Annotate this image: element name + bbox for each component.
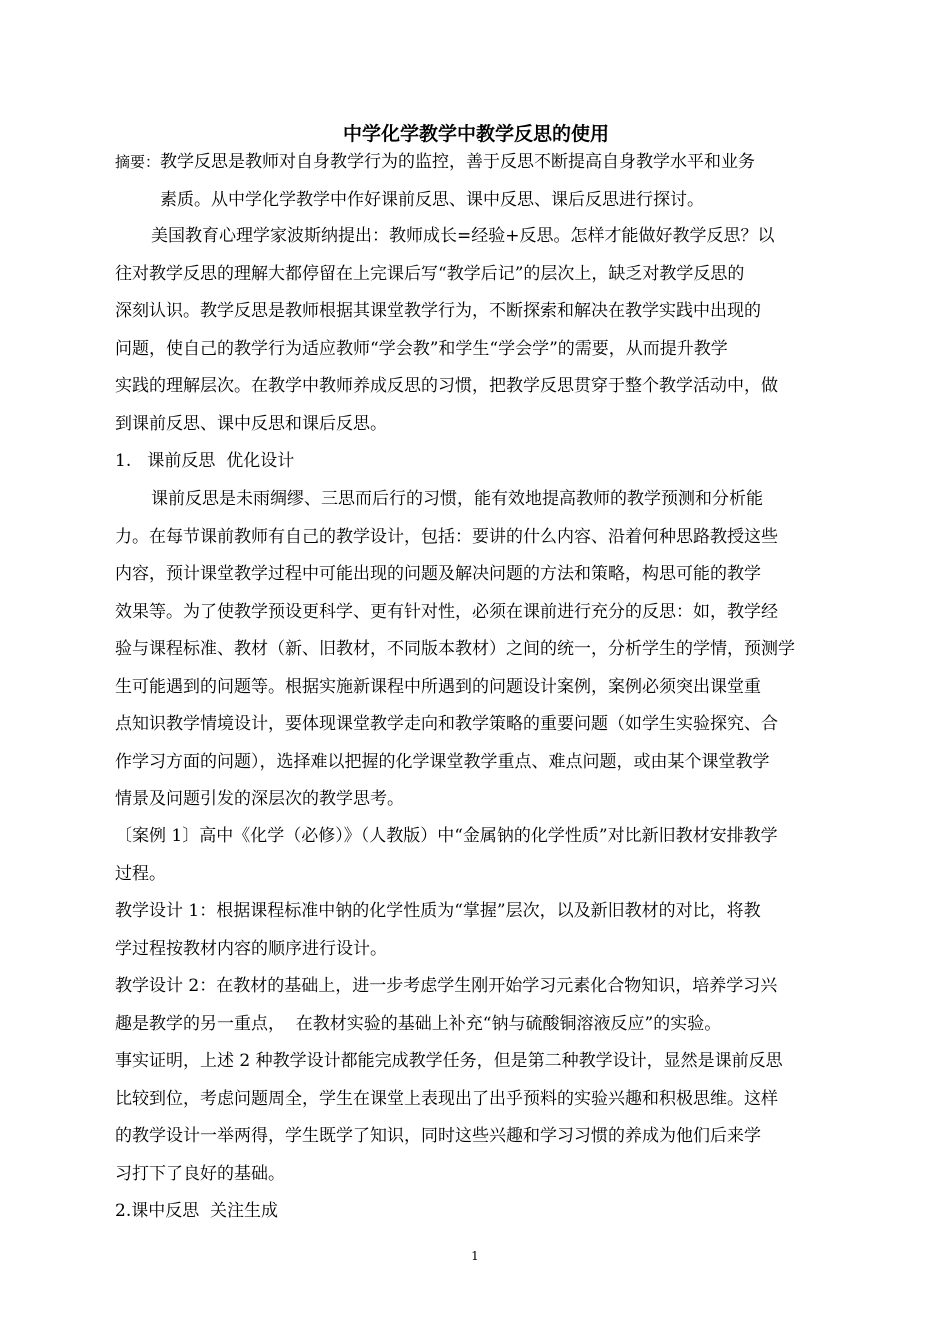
paragraph-line: 学过程按教材内容的顺序进行设计。	[115, 938, 387, 959]
paragraph-line: 习打下了良好的基础。	[115, 1163, 285, 1184]
paragraph-line: 美国教育心理学家波斯纳提出：教师成长=经验+反思。怎样才能做好教学反思？以	[151, 226, 775, 246]
paragraph-line: 力。在每节课前教师有自己的教学设计，包括：要讲的什么内容、沿着何种思路教授这些	[115, 526, 778, 547]
paragraph-line: 实践的理解层次。在教学中教师养成反思的习惯，把教学反思贯穿于整个教学活动中，做	[115, 376, 778, 396]
section-heading-text: 1. 课前反思 优化设计	[115, 451, 295, 471]
paragraph-line: 过程。	[115, 863, 166, 884]
abstract-text: 教学反思是教师对自身教学行为的监控，善于反思不断提高自身教学水平和业务	[160, 152, 756, 172]
paragraph-line: 趣是教学的另一重点， 在教材实验的基础上补充“钠与硫酸铜溶液反应”的实验。	[115, 1013, 722, 1034]
teaching-design-2	[115, 968, 837, 1043]
section1-paragraph	[115, 481, 837, 819]
case-1	[115, 818, 837, 893]
section-heading-1	[115, 443, 837, 481]
paragraph-line: 效果等。为了使教学预设更科学、更有针对性，必须在课前进行充分的反思：如，教学经	[115, 601, 778, 622]
conclusion-paragraph	[115, 1043, 837, 1193]
paragraph-line: 的教学设计一举两得，学生既学了知识，同时这些兴趣和学习习惯的养成为他们后来学	[115, 1126, 761, 1146]
paragraph-line: 〔案例 1〕高中《化学（必修）》（人教版）中“金属钠的化学性质”对比新旧教材安排教学	[115, 826, 778, 846]
paragraph-line: 验与课程标准、教材（新、旧教材，不同版本教材）之间的统一，分析学生的学情，预测学	[115, 639, 795, 659]
abstract-line: 素质。从中学化学教学中作好课前反思、课中反思、课后反思进行探讨。	[160, 189, 704, 210]
paragraph-line: 内容，预计课堂教学过程中可能出现的问题及解决问题的方法和策略，构思可能的教学	[115, 564, 761, 584]
abstract	[115, 144, 837, 219]
paragraph-line: 教学设计 1：根据课程标准中钠的化学性质为“掌握”层次，以及新旧教材的对比，将教	[115, 901, 761, 921]
paragraph-line: 生可能遇到的问题等。根据实施新课程中所遇到的问题设计案例，案例必须突出课堂重	[115, 676, 761, 697]
paragraph-line: 教学设计 2：在教材的基础上，进一步考虑学生刚开始学习元素化合物知识，培养学习兴	[115, 976, 778, 996]
intro-paragraph	[115, 218, 837, 443]
paragraph-line: 情景及问题引发的深层次的教学思考。	[115, 789, 404, 809]
page-number: 1	[471, 1249, 479, 1263]
section-heading-text: 2.课中反思 关注生成	[115, 1201, 279, 1221]
paragraph-line: 往对教学反思的理解大都停留在上完课后写“教学后记”的层次上，缺乏对教学反思的	[115, 263, 745, 284]
paragraph-line: 课前反思是未雨绸缪、三思而后行的习惯，能有效地提高教师的教学预测和分析能	[151, 489, 763, 509]
abstract-line	[115, 144, 837, 182]
paragraph-line: 到课前反思、课中反思和课后反思。	[115, 413, 387, 434]
section-heading-2	[115, 1193, 837, 1231]
paragraph-line: 点知识教学情境设计，要体现课堂教学走向和教学策略的重要问题（如学生实验探究、合	[115, 714, 778, 734]
paragraph-line: 事实证明，上述 2 种教学设计都能完成教学任务，但是第二种教学设计，显然是课前反思	[115, 1051, 783, 1071]
paragraph-line: 问题，使自己的教学行为适应教师“学会教”和学生“学会学”的需要，从而提升教学	[115, 338, 728, 359]
paragraph-line: 比较到位，考虑问题周全，学生在课堂上表现出了出乎预料的实验兴趣和积极思维。这样	[115, 1088, 778, 1109]
paragraph-line: 作学习方面的问题），选择难以把握的化学课堂教学重点、难点问题，或由某个课堂教学	[115, 751, 770, 772]
abstract-label: 摘要：	[115, 153, 161, 171]
document-title: 中学化学教学中教学反思的使用	[342, 123, 609, 145]
paragraph-line: 深刻认识。教学反思是教师根据其课堂教学行为，不断探索和解决在教学实践中出现的	[115, 301, 761, 321]
teaching-design-1	[115, 893, 837, 968]
